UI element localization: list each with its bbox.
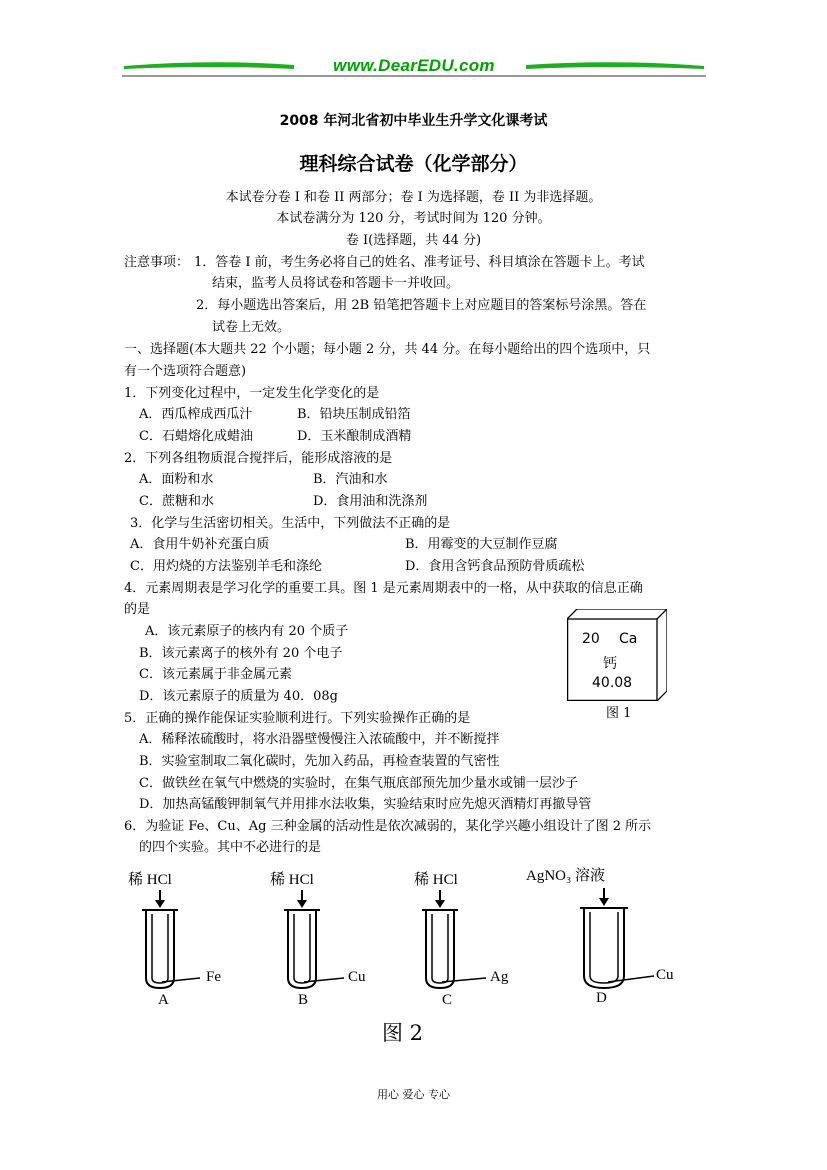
intro-line-1: 本试卷分卷 I 和卷 II 两部分；卷 I 为选择题，卷 II 为非选择题。 — [225, 190, 602, 205]
q4-option-c: C．该元素属于非金属元素 — [139, 667, 292, 682]
q5-option-d: D．加热高锰酸钾制氧气并用排水法收集，实验结束时应先熄灭酒精灯再撤导管 — [139, 797, 592, 812]
section-heading-cont: 有一个选项符合题意) — [124, 364, 247, 379]
site-logo-text: www.DearEDU.com — [333, 56, 495, 75]
q2-stem: 2．下列各组物质混合搅拌后，能形成溶液的是 — [124, 451, 393, 466]
tube-d-reagent: AgNO₃ 溶液 — [526, 868, 605, 884]
q2-option-d: D．食用油和洗涤剂 — [313, 494, 428, 509]
tube-b-metal: Cu — [348, 969, 366, 985]
figure1-element-symbol: Ca — [619, 631, 638, 647]
page-footer: 用心 爱心 专心 — [377, 1088, 450, 1101]
q4-option-a: A．该元素原子的核内有 20 个质子 — [145, 624, 349, 639]
tube-c-reagent: 稀 HCl — [414, 872, 458, 888]
q3-stem: 3．化学与生活密切相关。生活中，下列做法不正确的是 — [130, 516, 451, 531]
notice-item-2: 2．每小题选出答案后，用 2B 铅笔把答题卡上对应题目的答案标号涂黑。答在 — [196, 298, 647, 313]
q3-option-b: B．用霉变的大豆制作豆腐 — [405, 537, 558, 552]
q2-option-b: B．汽油和水 — [313, 472, 388, 487]
q2-option-a: A．面粉和水 — [139, 472, 214, 487]
tube-b — [282, 890, 382, 990]
q1-option-c: C．石蜡熔化成蜡油 — [139, 429, 253, 444]
figure2-caption: 图 2 — [382, 1021, 424, 1045]
q5-option-a: A．稀释浓硫酸时，将水沿器壁慢慢注入浓硫酸中，并不断搅拌 — [139, 732, 500, 747]
tube-b-reagent: 稀 HCl — [270, 872, 314, 888]
tube-a — [140, 890, 240, 990]
figure1-atomic-mass: 40.08 — [592, 675, 633, 691]
tube-a-letter: A — [158, 992, 169, 1008]
figure1-element-name: 钙 — [603, 656, 617, 672]
tube-a-metal: Fe — [206, 969, 221, 985]
tube-b-letter: B — [298, 992, 309, 1008]
q3-option-a: A．食用牛奶补充蛋白质 — [130, 537, 270, 552]
q6-stem-cont: 的四个实验。其中不必进行的是 — [139, 840, 322, 855]
tube-d-letter: D — [596, 990, 607, 1006]
figure1-atomic-number: 20 — [582, 631, 600, 647]
tube-a-reagent: 稀 HCl — [128, 872, 172, 888]
q1-option-a: A．西瓜榨成西瓜汁 — [139, 407, 253, 422]
tube-c-letter: C — [442, 992, 453, 1008]
tube-c-metal: Ag — [490, 969, 509, 985]
intro-line-3: 卷 I(选择题，共 44 分) — [345, 233, 482, 248]
intro-line-2: 本试卷满分为 120 分，考试时间为 120 分钟。 — [276, 211, 551, 226]
q1-option-d: D．玉米酿制成酒精 — [297, 429, 412, 444]
exam-subtitle: 理科综合试卷（化学部分） — [299, 153, 528, 175]
q3-option-c: C．用灼烧的方法鉴别羊毛和涤纶 — [130, 559, 322, 574]
q4-stem: 4．元素周期表是学习化学的重要工具。图 1 是元素周期表中的一格，从中获取的信息正确 — [124, 581, 643, 596]
q2-option-c: C．蔗糖和水 — [139, 494, 214, 509]
q5-stem: 5．正确的操作能保证实验顺利进行。下列实验操作正确的是 — [124, 711, 471, 726]
q4-option-d: D．该元素原子的质量为 40．08g — [139, 689, 338, 704]
q5-option-c: C．做铁丝在氧气中燃烧的实验时，在集气瓶底部预先加少量水或铺一层沙子 — [139, 776, 578, 791]
notice-item-2-cont: 试卷上无效。 — [212, 320, 291, 335]
tube-d-metal: Cu — [656, 967, 674, 983]
section-heading: 一、选择题(本大题共 22 个小题；每小题 2 分，共 44 分。在每小题给出的四个选项中，只 — [124, 342, 651, 357]
q4-stem-cont: 的是 — [124, 602, 151, 617]
q5-option-b: B．实验室制取二氧化碳时，先加入药品，再检查装置的气密性 — [139, 754, 500, 769]
q4-option-b: B．该元素离子的核外有 20 个电子 — [139, 646, 343, 661]
q1-option-b: B．铅块压制成铅箔 — [297, 407, 411, 422]
q6-stem: 6．为验证 Fe、Cu、Ag 三种金属的活动性是依次减弱的，某化学兴趣小组设计了图 2 所示 — [124, 819, 652, 834]
notice-label: 注意事项： — [124, 255, 190, 270]
notice-item-1: 1．答卷 I 前，考生务必将自己的姓名、准考证号、科目填涂在答题卡上。考试 — [194, 255, 645, 270]
site-header — [122, 56, 706, 82]
q1-stem: 1．下列变化过程中，一定发生化学变化的是 — [124, 386, 380, 401]
figure1-caption: 图 1 — [606, 706, 632, 721]
q3-option-d: D．食用含钙食品预防骨质疏松 — [405, 559, 585, 574]
notice-item-1-cont: 结束，监考人员将试卷和答题卡一并收回。 — [212, 276, 460, 291]
exam-title: 2008 年河北省初中毕业生升学文化课考试 — [279, 113, 548, 129]
